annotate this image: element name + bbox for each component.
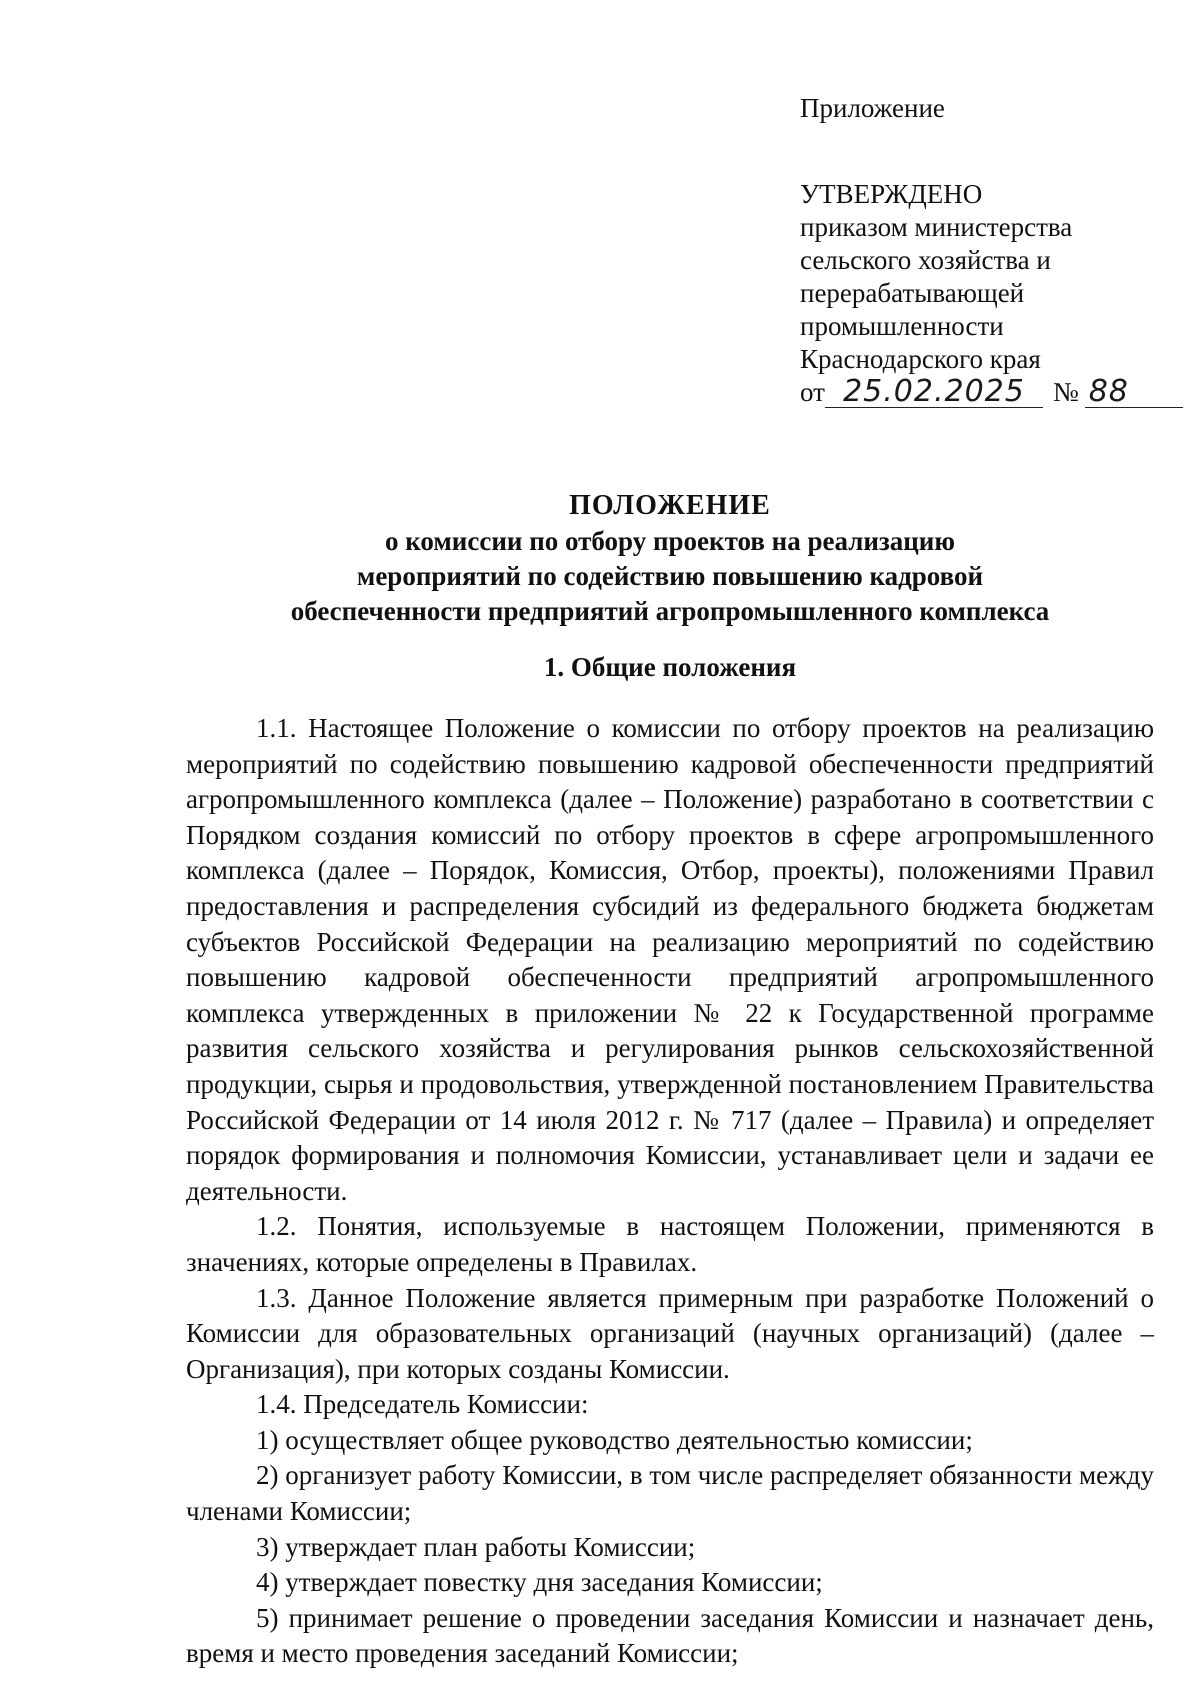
appendix-label: Приложение — [800, 93, 945, 123]
handwritten-date: 25.02.2025 — [825, 377, 1043, 408]
title-main: ПОЛОЖЕНИЕ — [569, 490, 771, 521]
title-subline: о комиссии по отбору проектов на реализацию — [384, 526, 955, 556]
from-label: от — [800, 377, 825, 407]
approved-label: УТВЕРЖДЕНО — [800, 179, 983, 209]
list-item: 4) утверждает повестку дня заседания Комиссии; — [256, 1567, 823, 1598]
approval-line: промышленности — [800, 311, 1004, 341]
section-body — [186, 711, 1154, 1672]
list-item: 1) осуществляет общее руководство деятельностью комиссии; — [256, 1424, 973, 1455]
number-label: № — [1052, 377, 1079, 407]
paragraph-1-2: 1.2. Понятия, используемые в настоящем Положении, применяются в значениях, которые определены в Правилах. — [186, 1211, 1154, 1277]
handwritten-number: 88 — [1085, 377, 1183, 408]
paragraph-1-1: 1.1. Настоящее Положение о комиссии по отбору проектов на реализацию мероприятий по содействию повышению кадровой обеспеченности предприятий агропромышленного комплекса (далее – Положение) разработано в соответствии с Порядком создания комиссий по отбору проектов в сфере агропромышленного комплекса (далее – Порядок, Комиссия, Отбор, проекты), положениями Правил предоставления и распределения субсидий из федерального бюджета бюджетам субъектов Российской Федерации на реализацию мероприятий по содействию повышению кадровой обеспеченности предприятий агропромышленного комплекса утвержденных в приложении № 22 к Государственной программе развития сельского хозяйства и регулирования рынков сельскохозяйственной продукции, сырья и продовольствия, утвержденной постановлением Правительства Российской Федерации от 14 июля 2012 г. № 717 (далее – Правила) и определяет порядок формирования и полномочия Комиссии, устанавливает цели и задачи ее деятельности. — [186, 713, 1154, 1206]
approval-line: перерабатывающей — [800, 278, 1025, 308]
order-date-number — [800, 376, 1140, 409]
approval-block — [800, 92, 1140, 409]
approval-line: Краснодарского края — [800, 344, 1041, 374]
paragraph-1-4: 1.4. Председатель Комиссии: — [256, 1389, 589, 1420]
list-item: 2) организует работу Комиссии, в том числе распределяет обязанности между членами Комиссии; — [186, 1460, 1154, 1527]
section-heading: 1. Общие положения — [543, 652, 797, 682]
title-subline: мероприятий по содействию повышению кадровой — [356, 561, 984, 591]
paragraph-1-3: 1.3. Данное Положение является примерным при разработке Положений о Комиссии для образовательных организаций (научных организаций) (далее – Организация), при которых созданы Комиссии. — [186, 1282, 1154, 1384]
document-title — [180, 488, 1160, 629]
title-subline: обеспеченности предприятий агропромышленного комплекса — [290, 596, 1050, 626]
list-item: 3) утверждает план работы Комиссии; — [256, 1531, 696, 1562]
approval-line: приказом министерства — [800, 212, 1073, 242]
approval-line: сельского хозяйства и — [800, 245, 1051, 275]
list-item: 5) принимает решение о проведении заседания Комиссии и назначает день, время и место проведения заседаний Комиссии; — [186, 1602, 1154, 1669]
